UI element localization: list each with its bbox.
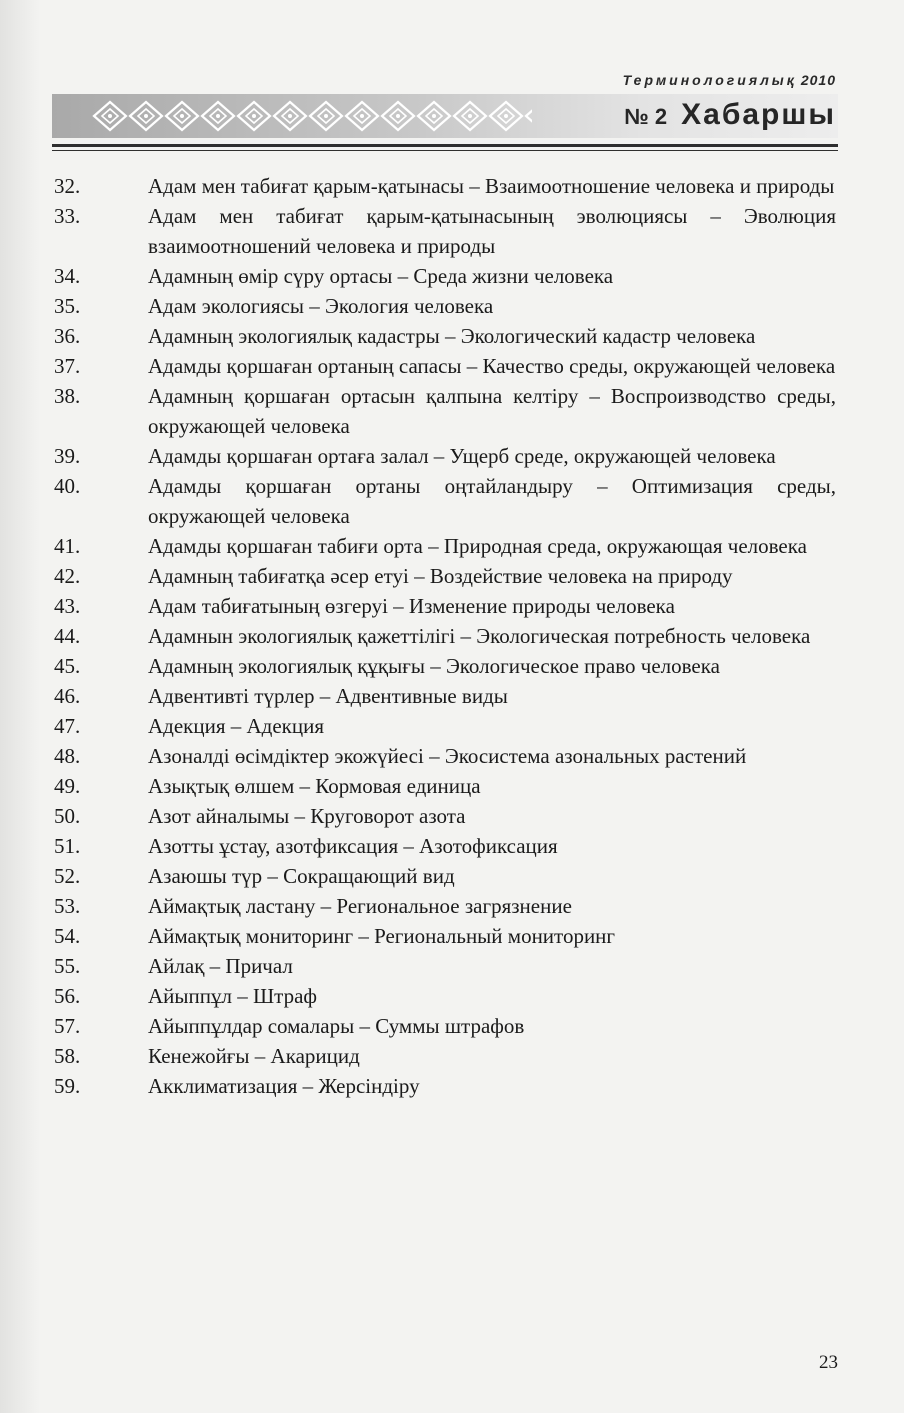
entry-text: Адамның табиғатқа әсер етуі – Воздействие человека на природу [148,564,733,588]
entry-number: 42. [54,564,81,588]
entry-number: 59. [54,1074,81,1098]
entry-text: Акклиматизация – Жерсіндіру [148,1074,420,1098]
term-entry [50,921,840,951]
entry-text: Адамды қоршаған ортаға залал – Ущерб среде, окружающей человека [148,444,776,468]
entry-text: Адам табиғатының өзгеруі – Изменение природы человека [148,594,675,618]
term-entry [50,891,840,921]
entry-number: 41. [54,534,81,558]
entry-text: Адамның қоршаған ортасын қалпына келтіру – Воспроизводство среды, окружающей человека [148,384,836,438]
entry-text: Адекция – Адекция [148,714,325,738]
entry-text: Адвентивті түрлер – Адвентивные виды [148,684,508,708]
entry-text: Адамды қоршаған табиғи орта – Природная среда, окружающая человека [148,534,807,558]
term-entry [50,1011,840,1041]
term-entry [50,651,840,681]
entry-number: 52. [54,864,81,888]
entry-text: Айыппұлдар сомалары – Суммы штрафов [148,1014,525,1038]
term-entry [50,951,840,981]
journal-name-line [623,72,836,88]
term-entry [50,591,840,621]
term-entry [50,291,840,321]
entry-number: 57. [54,1014,81,1038]
entry-text: Айлақ – Причал [148,954,293,978]
term-entry [50,1071,840,1101]
entry-number: 50. [54,804,81,828]
term-entry [50,981,840,1011]
entry-text: Адам экологиясы – Экология человека [148,294,494,318]
entry-number: 47. [54,714,81,738]
entry-text: Адамның өмір сүру ортасы – Среда жизни человека [148,264,614,288]
term-entry [50,171,840,201]
term-entry [50,861,840,891]
term-entry [50,441,840,471]
entry-number: 36. [54,324,81,348]
entry-number: 48. [54,744,81,768]
term-entry [50,711,840,741]
entry-text: Адам мен табиғат қарым-қатынасы – Взаимоотношение человека и природы [148,174,835,198]
ornament-pattern-icon [92,98,532,134]
journal-year: 2010 [800,72,836,88]
term-entry [50,741,840,771]
entry-number: 54. [54,924,81,948]
entry-text: Азықтық өлшем – Кормовая единица [148,774,481,798]
term-entry [50,351,840,381]
entry-text: Адамды қоршаған ортаның сапасы – Качество среды, окружающей человека [148,354,836,378]
term-entry [50,771,840,801]
entry-text: Азотты ұстау, азотфиксация – Азотофиксация [148,834,558,858]
term-entry [50,261,840,291]
term-entry [50,801,840,831]
header-rule-thick [52,144,838,147]
entry-text: Кенежойғы – Акарицид [148,1044,360,1068]
page-edge-shadow [0,0,40,1413]
entry-text: Аймақтық мониторинг – Региональный мониторинг [148,924,616,948]
entry-number: 58. [54,1044,81,1068]
journal-name: Терминологиялық [622,72,797,88]
header-rule-thin [52,150,838,151]
entry-text: Адамның экологиялық кадастры – Экологический кадастр человека [148,324,756,348]
term-entry [50,621,840,651]
entry-text: Азоналді өсімдіктер экожүйесі – Экосистема азональных растений [148,744,747,768]
journal-title [624,98,836,132]
entry-number: 32. [54,174,81,198]
entry-number: 39. [54,444,81,468]
term-entry [50,321,840,351]
entry-text: Аймақтық ластану – Региональное загрязнение [148,894,572,918]
entry-text: Азаюшы түр – Сокращающий вид [148,864,455,888]
entry-number: 46. [54,684,81,708]
entry-number: 45. [54,654,81,678]
entry-number: 34. [54,264,81,288]
entry-number: 53. [54,894,81,918]
entry-number: 35. [54,294,81,318]
term-entry [50,201,840,261]
entry-text: Айыппұл – Штраф [148,984,318,1008]
term-entry [50,471,840,531]
term-entry [50,381,840,441]
entry-number: 37. [54,354,81,378]
journal-title-text: Хабаршы [681,98,836,131]
term-entry [50,831,840,861]
entry-number: 44. [54,624,81,648]
entry-text: Адам мен табиғат қарым-қатынасының эволюциясы – Эволюция взаимоотношений человека и природы [148,204,836,258]
term-entry [50,681,840,711]
issue-number: № 2 [624,104,668,129]
term-entry [50,561,840,591]
entry-number: 49. [54,774,81,798]
entry-text: Адамның экологиялық құқығы – Экологическое право человека [148,654,720,678]
term-entry [50,1041,840,1071]
entry-number: 55. [54,954,81,978]
entry-number: 40. [54,474,81,498]
entry-text: Адамнын экологиялық қажеттілігі – Экологическая потребность человека [148,624,811,648]
entry-number: 51. [54,834,81,858]
entry-text: Азот айналымы – Круговорот азота [148,804,466,828]
entry-number: 43. [54,594,81,618]
entry-number: 38. [54,384,81,408]
page-number: 23 [819,1352,838,1373]
entry-text: Адамды қоршаған ортаны оңтайландыру – Оптимизация среды, окружающей человека [148,474,836,528]
entry-number: 33. [54,204,81,228]
term-entry [50,531,840,561]
term-list [50,171,840,1101]
entry-number: 56. [54,984,81,1008]
running-header [52,68,838,158]
header-banner [52,94,838,138]
